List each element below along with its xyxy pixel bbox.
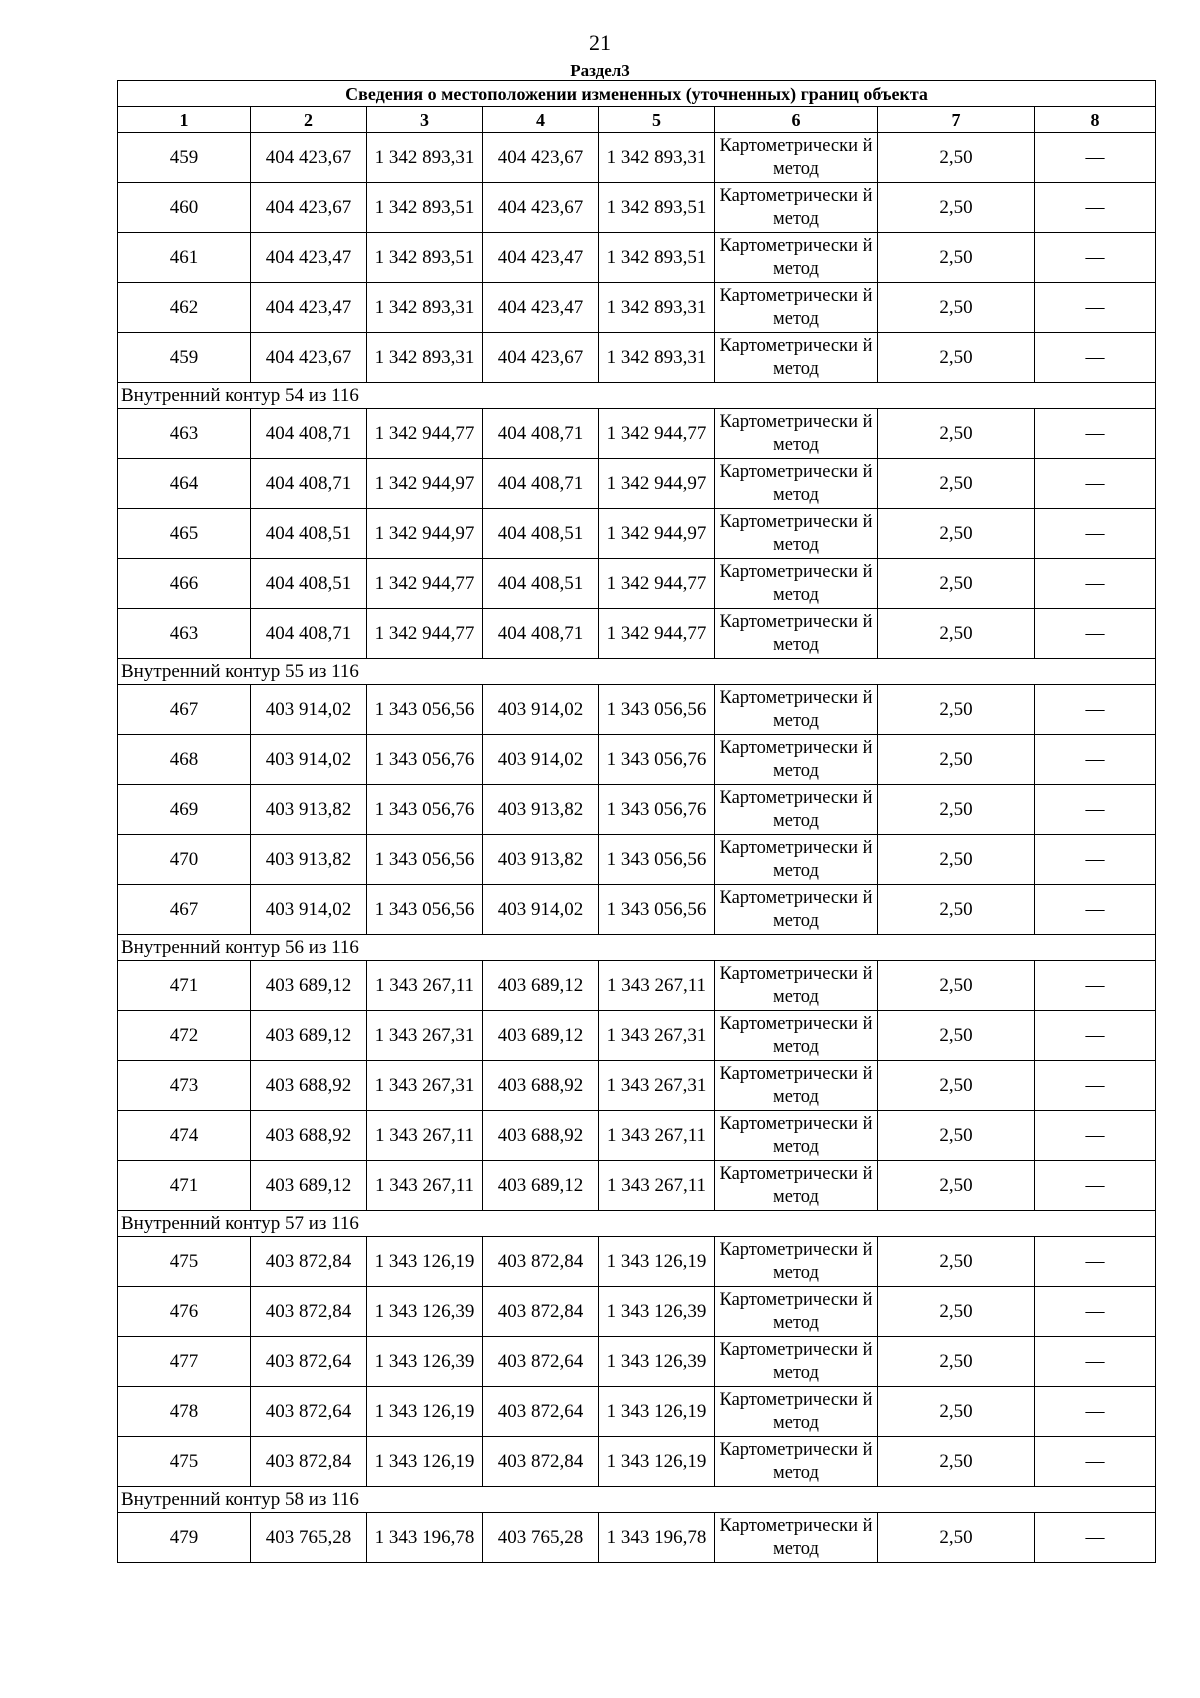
y-new-cell: 1 343 126,39 bbox=[599, 1337, 715, 1387]
accuracy-cell: 2,50 bbox=[878, 609, 1035, 659]
accuracy-cell: 2,50 bbox=[878, 1111, 1035, 1161]
accuracy-cell: 2,50 bbox=[878, 785, 1035, 835]
x-old-cell: 404 408,51 bbox=[251, 509, 367, 559]
y-new-cell: 1 343 056,76 bbox=[599, 735, 715, 785]
point-number-cell: 464 bbox=[118, 459, 251, 509]
x-old-cell: 403 913,82 bbox=[251, 785, 367, 835]
point-number-cell: 459 bbox=[118, 333, 251, 383]
method-cell: Картометрически й метод bbox=[715, 1337, 878, 1387]
x-old-cell: 404 408,71 bbox=[251, 459, 367, 509]
table-row bbox=[118, 1111, 1156, 1161]
method-cell: Картометрически й метод bbox=[715, 283, 878, 333]
x-new-cell: 403 914,02 bbox=[483, 885, 599, 935]
y-new-cell: 1 343 056,56 bbox=[599, 885, 715, 935]
y-old-cell: 1 343 267,11 bbox=[367, 1161, 483, 1211]
point-number-cell: 467 bbox=[118, 685, 251, 735]
method-cell: Картометрически й метод bbox=[715, 559, 878, 609]
accuracy-cell: 2,50 bbox=[878, 409, 1035, 459]
y-old-cell: 1 343 267,31 bbox=[367, 1011, 483, 1061]
accuracy-cell: 2,50 bbox=[878, 835, 1035, 885]
method-cell: Картометрически й метод bbox=[715, 785, 878, 835]
y-old-cell: 1 343 056,56 bbox=[367, 835, 483, 885]
contour-header-row bbox=[118, 1211, 1156, 1237]
method-cell: Картометрически й метод bbox=[715, 1061, 878, 1111]
x-new-cell: 403 688,92 bbox=[483, 1111, 599, 1161]
point-number-cell: 463 bbox=[118, 609, 251, 659]
description-cell: — bbox=[1035, 1513, 1156, 1563]
x-new-cell: 404 408,51 bbox=[483, 559, 599, 609]
point-number-cell: 470 bbox=[118, 835, 251, 885]
method-cell: Картометрически й метод bbox=[715, 333, 878, 383]
y-old-cell: 1 343 056,56 bbox=[367, 685, 483, 735]
description-cell: — bbox=[1035, 735, 1156, 785]
point-number-cell: 477 bbox=[118, 1337, 251, 1387]
y-new-cell: 1 343 126,39 bbox=[599, 1287, 715, 1337]
y-new-cell: 1 342 893,31 bbox=[599, 333, 715, 383]
method-cell: Картометрически й метод bbox=[715, 609, 878, 659]
method-cell: Картометрически й метод bbox=[715, 509, 878, 559]
accuracy-cell: 2,50 bbox=[878, 885, 1035, 935]
y-new-cell: 1 343 267,11 bbox=[599, 1161, 715, 1211]
table-row bbox=[118, 785, 1156, 835]
point-number-cell: 459 bbox=[118, 133, 251, 183]
y-new-cell: 1 343 056,56 bbox=[599, 835, 715, 885]
y-old-cell: 1 343 126,39 bbox=[367, 1287, 483, 1337]
method-cell: Картометрически й метод bbox=[715, 233, 878, 283]
contour-label: Внутренний контур 56 из 116 bbox=[118, 935, 1156, 961]
contour-label: Внутренний контур 54 из 116 bbox=[118, 383, 1156, 409]
point-number-cell: 468 bbox=[118, 735, 251, 785]
x-new-cell: 403 872,84 bbox=[483, 1287, 599, 1337]
column-number: 6 bbox=[715, 107, 878, 133]
x-old-cell: 403 688,92 bbox=[251, 1061, 367, 1111]
method-cell: Картометрически й метод bbox=[715, 1513, 878, 1563]
y-new-cell: 1 342 893,31 bbox=[599, 133, 715, 183]
y-new-cell: 1 343 056,56 bbox=[599, 685, 715, 735]
description-cell: — bbox=[1035, 1437, 1156, 1487]
description-cell: — bbox=[1035, 333, 1156, 383]
method-cell: Картометрически й метод bbox=[715, 1111, 878, 1161]
description-cell: — bbox=[1035, 1237, 1156, 1287]
table-row bbox=[118, 233, 1156, 283]
accuracy-cell: 2,50 bbox=[878, 1161, 1035, 1211]
description-cell: — bbox=[1035, 1161, 1156, 1211]
x-old-cell: 403 872,84 bbox=[251, 1287, 367, 1337]
point-number-cell: 474 bbox=[118, 1111, 251, 1161]
point-number-cell: 461 bbox=[118, 233, 251, 283]
description-cell: — bbox=[1035, 1111, 1156, 1161]
table-caption-row bbox=[118, 81, 1156, 107]
description-cell: — bbox=[1035, 885, 1156, 935]
x-old-cell: 404 423,47 bbox=[251, 283, 367, 333]
method-cell: Картометрически й метод bbox=[715, 459, 878, 509]
x-new-cell: 403 689,12 bbox=[483, 961, 599, 1011]
method-cell: Картометрически й метод bbox=[715, 1287, 878, 1337]
x-old-cell: 403 688,92 bbox=[251, 1111, 367, 1161]
y-old-cell: 1 343 126,19 bbox=[367, 1437, 483, 1487]
x-old-cell: 404 423,67 bbox=[251, 183, 367, 233]
y-new-cell: 1 343 126,19 bbox=[599, 1437, 715, 1487]
method-cell: Картометрически й метод bbox=[715, 1237, 878, 1287]
contour-label: Внутренний контур 55 из 116 bbox=[118, 659, 1156, 685]
table-row bbox=[118, 559, 1156, 609]
method-cell: Картометрически й метод bbox=[715, 835, 878, 885]
point-number-cell: 476 bbox=[118, 1287, 251, 1337]
point-number-cell: 471 bbox=[118, 961, 251, 1011]
x-old-cell: 403 872,84 bbox=[251, 1437, 367, 1487]
table-row bbox=[118, 609, 1156, 659]
point-number-cell: 466 bbox=[118, 559, 251, 609]
y-new-cell: 1 342 944,77 bbox=[599, 409, 715, 459]
description-cell: — bbox=[1035, 559, 1156, 609]
method-cell: Картометрически й метод bbox=[715, 1011, 878, 1061]
page-number: 21 bbox=[589, 30, 611, 55]
table-row bbox=[118, 183, 1156, 233]
description-cell: — bbox=[1035, 835, 1156, 885]
method-cell: Картометрически й метод bbox=[715, 133, 878, 183]
point-number-cell: 465 bbox=[118, 509, 251, 559]
table-row bbox=[118, 835, 1156, 885]
point-number-cell: 469 bbox=[118, 785, 251, 835]
description-cell: — bbox=[1035, 133, 1156, 183]
table-row bbox=[118, 1237, 1156, 1287]
y-old-cell: 1 343 056,56 bbox=[367, 885, 483, 935]
y-old-cell: 1 343 126,39 bbox=[367, 1337, 483, 1387]
contour-header-row bbox=[118, 383, 1156, 409]
table-row bbox=[118, 333, 1156, 383]
y-old-cell: 1 342 944,97 bbox=[367, 459, 483, 509]
description-cell: — bbox=[1035, 459, 1156, 509]
y-old-cell: 1 343 267,11 bbox=[367, 961, 483, 1011]
point-number-cell: 463 bbox=[118, 409, 251, 459]
y-new-cell: 1 343 267,31 bbox=[599, 1061, 715, 1111]
x-old-cell: 403 872,64 bbox=[251, 1337, 367, 1387]
accuracy-cell: 2,50 bbox=[878, 459, 1035, 509]
column-number: 4 bbox=[483, 107, 599, 133]
description-cell: — bbox=[1035, 409, 1156, 459]
method-cell: Картометрически й метод bbox=[715, 1437, 878, 1487]
x-new-cell: 403 872,64 bbox=[483, 1387, 599, 1437]
x-new-cell: 403 765,28 bbox=[483, 1513, 599, 1563]
accuracy-cell: 2,50 bbox=[878, 509, 1035, 559]
table-row bbox=[118, 409, 1156, 459]
description-cell: — bbox=[1035, 685, 1156, 735]
y-new-cell: 1 342 893,31 bbox=[599, 283, 715, 333]
y-new-cell: 1 342 944,77 bbox=[599, 559, 715, 609]
description-cell: — bbox=[1035, 785, 1156, 835]
table-row bbox=[118, 1387, 1156, 1437]
y-new-cell: 1 343 267,11 bbox=[599, 1111, 715, 1161]
x-new-cell: 403 913,82 bbox=[483, 785, 599, 835]
x-new-cell: 403 913,82 bbox=[483, 835, 599, 885]
x-new-cell: 404 423,67 bbox=[483, 133, 599, 183]
x-old-cell: 403 689,12 bbox=[251, 1161, 367, 1211]
y-old-cell: 1 342 944,77 bbox=[367, 609, 483, 659]
x-old-cell: 404 408,71 bbox=[251, 409, 367, 459]
column-number: 8 bbox=[1035, 107, 1156, 133]
point-number-cell: 460 bbox=[118, 183, 251, 233]
point-number-cell: 479 bbox=[118, 1513, 251, 1563]
table-row bbox=[118, 885, 1156, 935]
accuracy-cell: 2,50 bbox=[878, 1011, 1035, 1061]
table-row bbox=[118, 1161, 1156, 1211]
description-cell: — bbox=[1035, 283, 1156, 333]
y-old-cell: 1 342 944,77 bbox=[367, 409, 483, 459]
description-cell: — bbox=[1035, 509, 1156, 559]
x-old-cell: 403 872,64 bbox=[251, 1387, 367, 1437]
x-old-cell: 403 914,02 bbox=[251, 735, 367, 785]
method-cell: Картометрически й метод bbox=[715, 885, 878, 935]
y-old-cell: 1 342 893,31 bbox=[367, 283, 483, 333]
x-old-cell: 404 408,71 bbox=[251, 609, 367, 659]
column-number: 3 bbox=[367, 107, 483, 133]
table-row bbox=[118, 685, 1156, 735]
table-row bbox=[118, 1011, 1156, 1061]
y-new-cell: 1 342 944,97 bbox=[599, 509, 715, 559]
x-old-cell: 403 765,28 bbox=[251, 1513, 367, 1563]
y-new-cell: 1 343 126,19 bbox=[599, 1387, 715, 1437]
x-new-cell: 404 408,71 bbox=[483, 409, 599, 459]
table-row bbox=[118, 735, 1156, 785]
column-number: 1 bbox=[118, 107, 251, 133]
accuracy-cell: 2,50 bbox=[878, 1337, 1035, 1387]
section-title: Раздел3 bbox=[570, 61, 630, 80]
point-number-cell: 475 bbox=[118, 1237, 251, 1287]
table-row bbox=[118, 1437, 1156, 1487]
description-cell: — bbox=[1035, 1011, 1156, 1061]
y-old-cell: 1 342 893,31 bbox=[367, 333, 483, 383]
x-new-cell: 404 423,67 bbox=[483, 333, 599, 383]
point-number-cell: 471 bbox=[118, 1161, 251, 1211]
table-row bbox=[118, 283, 1156, 333]
boundary-coordinates-table bbox=[117, 80, 1156, 1563]
column-numbers-row bbox=[118, 107, 1156, 133]
accuracy-cell: 2,50 bbox=[878, 1387, 1035, 1437]
y-old-cell: 1 343 056,76 bbox=[367, 785, 483, 835]
x-new-cell: 403 872,84 bbox=[483, 1437, 599, 1487]
accuracy-cell: 2,50 bbox=[878, 333, 1035, 383]
y-new-cell: 1 343 267,11 bbox=[599, 961, 715, 1011]
accuracy-cell: 2,50 bbox=[878, 283, 1035, 333]
x-old-cell: 403 914,02 bbox=[251, 685, 367, 735]
description-cell: — bbox=[1035, 609, 1156, 659]
accuracy-cell: 2,50 bbox=[878, 233, 1035, 283]
method-cell: Картометрически й метод bbox=[715, 409, 878, 459]
table-row bbox=[118, 1061, 1156, 1111]
accuracy-cell: 2,50 bbox=[878, 1237, 1035, 1287]
y-new-cell: 1 343 196,78 bbox=[599, 1513, 715, 1563]
description-cell: — bbox=[1035, 961, 1156, 1011]
accuracy-cell: 2,50 bbox=[878, 685, 1035, 735]
method-cell: Картометрически й метод bbox=[715, 685, 878, 735]
y-old-cell: 1 343 056,76 bbox=[367, 735, 483, 785]
x-new-cell: 404 423,67 bbox=[483, 183, 599, 233]
x-new-cell: 404 423,47 bbox=[483, 233, 599, 283]
accuracy-cell: 2,50 bbox=[878, 1513, 1035, 1563]
x-new-cell: 404 408,71 bbox=[483, 459, 599, 509]
table-row bbox=[118, 961, 1156, 1011]
y-new-cell: 1 342 893,51 bbox=[599, 183, 715, 233]
point-number-cell: 467 bbox=[118, 885, 251, 935]
table-row bbox=[118, 459, 1156, 509]
x-old-cell: 404 423,47 bbox=[251, 233, 367, 283]
y-old-cell: 1 342 893,51 bbox=[367, 233, 483, 283]
description-cell: — bbox=[1035, 1337, 1156, 1387]
x-new-cell: 404 408,51 bbox=[483, 509, 599, 559]
y-new-cell: 1 343 056,76 bbox=[599, 785, 715, 835]
table-caption: Сведения о местоположении измененных (уточненных) границ объекта bbox=[118, 81, 1156, 107]
y-old-cell: 1 343 267,11 bbox=[367, 1111, 483, 1161]
x-old-cell: 403 872,84 bbox=[251, 1237, 367, 1287]
point-number-cell: 478 bbox=[118, 1387, 251, 1437]
y-old-cell: 1 343 196,78 bbox=[367, 1513, 483, 1563]
y-new-cell: 1 342 893,51 bbox=[599, 233, 715, 283]
accuracy-cell: 2,50 bbox=[878, 1437, 1035, 1487]
contour-header-row bbox=[118, 1487, 1156, 1513]
column-number: 2 bbox=[251, 107, 367, 133]
y-new-cell: 1 343 126,19 bbox=[599, 1237, 715, 1287]
description-cell: — bbox=[1035, 1387, 1156, 1437]
y-old-cell: 1 343 126,19 bbox=[367, 1387, 483, 1437]
x-old-cell: 404 423,67 bbox=[251, 133, 367, 183]
x-new-cell: 403 914,02 bbox=[483, 735, 599, 785]
table-row bbox=[118, 1337, 1156, 1387]
accuracy-cell: 2,50 bbox=[878, 559, 1035, 609]
point-number-cell: 462 bbox=[118, 283, 251, 333]
table-row bbox=[118, 133, 1156, 183]
y-old-cell: 1 342 944,77 bbox=[367, 559, 483, 609]
table-row bbox=[118, 1513, 1156, 1563]
accuracy-cell: 2,50 bbox=[878, 1287, 1035, 1337]
y-old-cell: 1 342 893,31 bbox=[367, 133, 483, 183]
x-new-cell: 403 688,92 bbox=[483, 1061, 599, 1111]
method-cell: Картометрически й метод bbox=[715, 1161, 878, 1211]
description-cell: — bbox=[1035, 1061, 1156, 1111]
x-new-cell: 403 689,12 bbox=[483, 1011, 599, 1061]
accuracy-cell: 2,50 bbox=[878, 961, 1035, 1011]
contour-header-row bbox=[118, 935, 1156, 961]
x-old-cell: 403 689,12 bbox=[251, 1011, 367, 1061]
x-new-cell: 404 423,47 bbox=[483, 283, 599, 333]
x-old-cell: 403 913,82 bbox=[251, 835, 367, 885]
y-new-cell: 1 342 944,97 bbox=[599, 459, 715, 509]
point-number-cell: 472 bbox=[118, 1011, 251, 1061]
point-number-cell: 473 bbox=[118, 1061, 251, 1111]
y-new-cell: 1 342 944,77 bbox=[599, 609, 715, 659]
x-new-cell: 403 872,64 bbox=[483, 1337, 599, 1387]
method-cell: Картометрически й метод bbox=[715, 961, 878, 1011]
x-new-cell: 404 408,71 bbox=[483, 609, 599, 659]
y-old-cell: 1 342 944,97 bbox=[367, 509, 483, 559]
description-cell: — bbox=[1035, 183, 1156, 233]
x-old-cell: 403 689,12 bbox=[251, 961, 367, 1011]
description-cell: — bbox=[1035, 1287, 1156, 1337]
point-number-cell: 475 bbox=[118, 1437, 251, 1487]
x-old-cell: 404 408,51 bbox=[251, 559, 367, 609]
accuracy-cell: 2,50 bbox=[878, 735, 1035, 785]
description-cell: — bbox=[1035, 233, 1156, 283]
method-cell: Картометрически й метод bbox=[715, 735, 878, 785]
method-cell: Картометрически й метод bbox=[715, 1387, 878, 1437]
x-new-cell: 403 914,02 bbox=[483, 685, 599, 735]
y-old-cell: 1 342 893,51 bbox=[367, 183, 483, 233]
y-old-cell: 1 343 126,19 bbox=[367, 1237, 483, 1287]
accuracy-cell: 2,50 bbox=[878, 183, 1035, 233]
accuracy-cell: 2,50 bbox=[878, 1061, 1035, 1111]
y-old-cell: 1 343 267,31 bbox=[367, 1061, 483, 1111]
y-new-cell: 1 343 267,31 bbox=[599, 1011, 715, 1061]
table-row bbox=[118, 1287, 1156, 1337]
x-new-cell: 403 872,84 bbox=[483, 1237, 599, 1287]
column-number: 5 bbox=[599, 107, 715, 133]
x-new-cell: 403 689,12 bbox=[483, 1161, 599, 1211]
x-old-cell: 404 423,67 bbox=[251, 333, 367, 383]
contour-label: Внутренний контур 57 из 116 bbox=[118, 1211, 1156, 1237]
contour-label: Внутренний контур 58 из 116 bbox=[118, 1487, 1156, 1513]
method-cell: Картометрически й метод bbox=[715, 183, 878, 233]
contour-header-row bbox=[118, 659, 1156, 685]
column-number: 7 bbox=[878, 107, 1035, 133]
accuracy-cell: 2,50 bbox=[878, 133, 1035, 183]
x-old-cell: 403 914,02 bbox=[251, 885, 367, 935]
table-row bbox=[118, 509, 1156, 559]
